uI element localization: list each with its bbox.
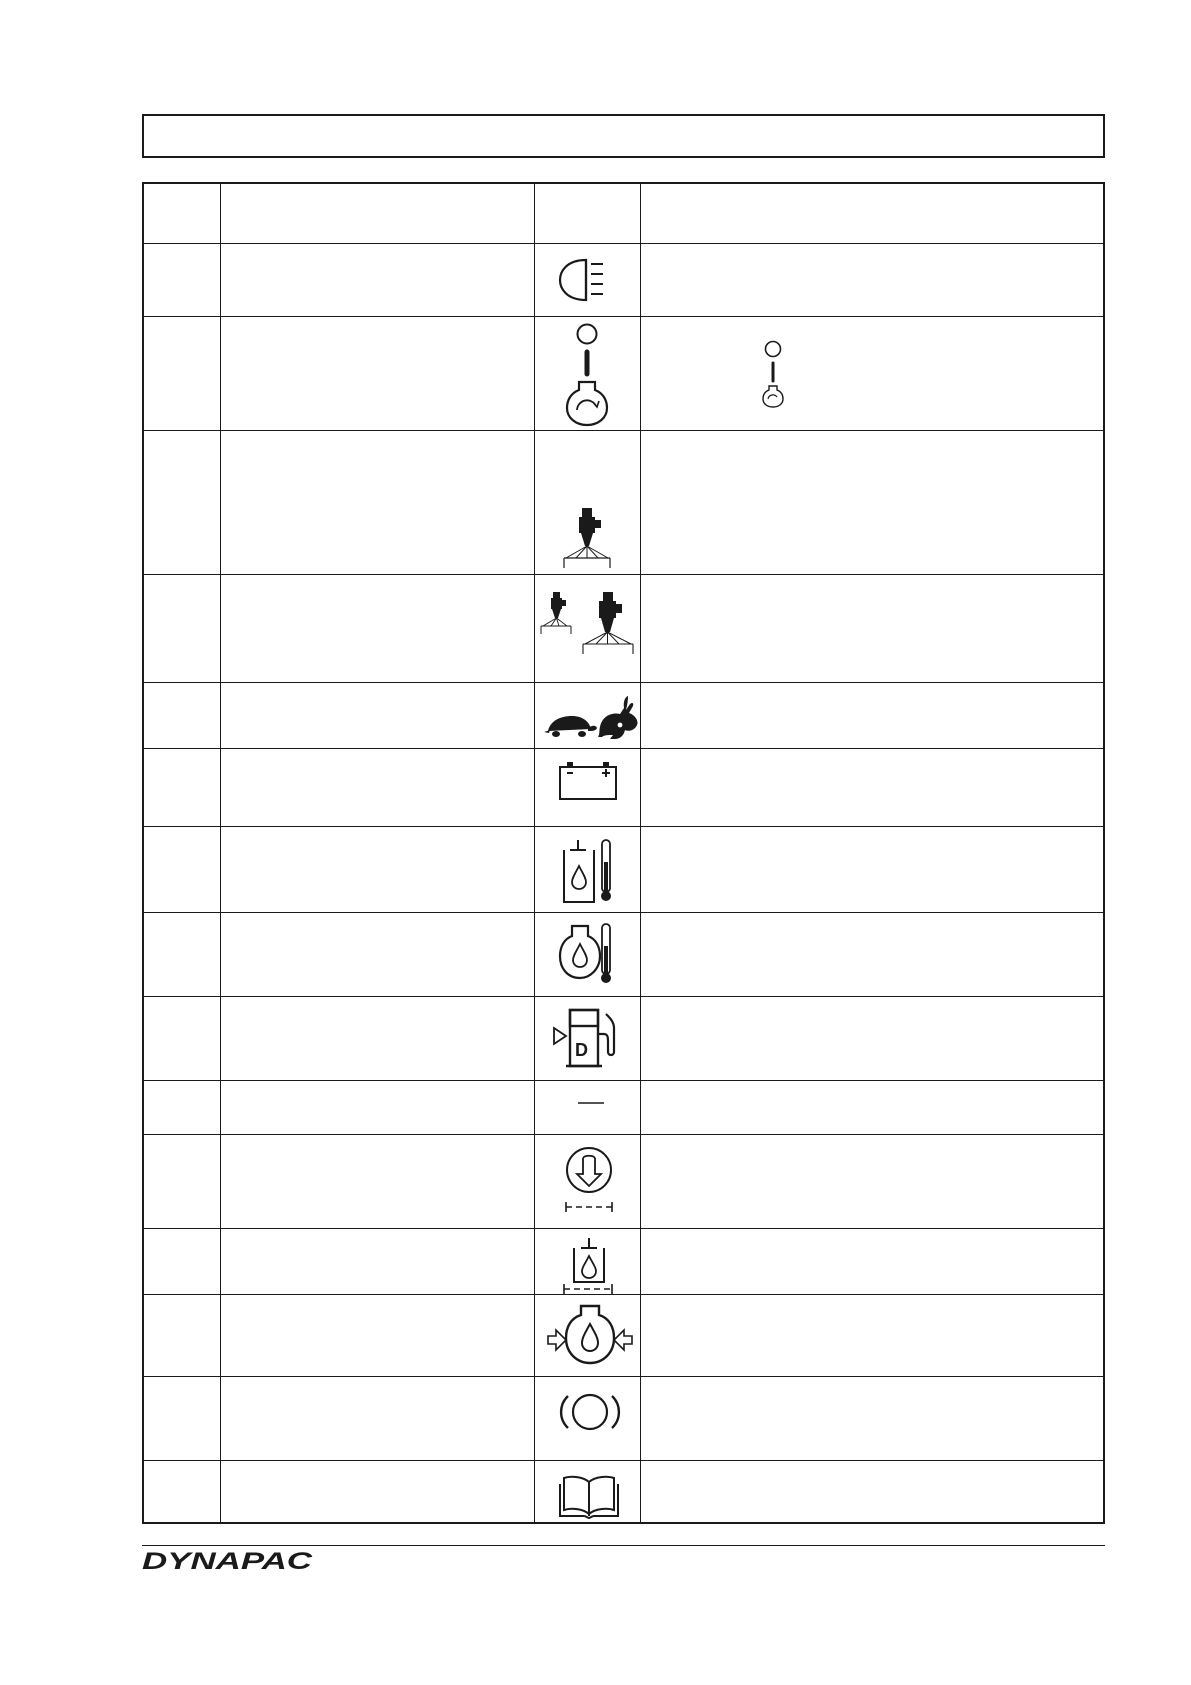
row-divider — [144, 1228, 1105, 1229]
row-divider — [144, 1134, 1105, 1135]
dynapac-logo — [142, 1548, 317, 1576]
row-divider — [144, 316, 1105, 317]
ignition-off-position-icon — [763, 339, 783, 359]
engine-oil-pressure-icon — [546, 1302, 634, 1368]
battery-charge-icon — [558, 758, 618, 802]
engine-oil-temperature-icon — [558, 922, 618, 990]
row-divider — [144, 243, 1105, 244]
row-divider — [144, 1080, 1105, 1081]
parking-brake-icon — [560, 1386, 620, 1438]
ignition-start-icon — [564, 322, 610, 428]
hydraulic-oil-temperature-icon — [560, 836, 616, 908]
row-divider — [144, 912, 1105, 913]
ignition-start-position-icon — [762, 384, 784, 408]
column-divider — [534, 184, 535, 1524]
sprinkler-icon — [562, 506, 614, 570]
row-divider — [144, 748, 1105, 749]
instruction-manual-icon — [556, 1472, 622, 1520]
row-divider — [144, 1460, 1105, 1461]
hydraulic-filter-icon — [562, 1236, 616, 1296]
sprinkler-selector-icon — [539, 590, 639, 672]
row-divider — [144, 826, 1105, 827]
tortoise-hare-speed-icon — [540, 694, 640, 744]
svg-text:DYNAPAC: DYNAPAC — [142, 1548, 313, 1574]
dash-icon — [576, 1100, 606, 1106]
ignition-on-position-icon — [770, 361, 776, 383]
page-title-box — [142, 114, 1105, 158]
svg-text:D: D — [575, 1040, 588, 1060]
row-divider — [144, 574, 1105, 575]
row-divider — [144, 996, 1105, 997]
row-divider — [144, 682, 1105, 683]
row-divider — [144, 1376, 1105, 1377]
air-filter-icon — [562, 1144, 616, 1220]
footer-rule — [142, 1545, 1105, 1546]
column-divider — [640, 184, 641, 1524]
row-divider — [144, 1294, 1105, 1295]
instrument-symbol-table — [142, 182, 1105, 1524]
fuel-level-icon — [552, 1006, 624, 1072]
row-divider — [144, 430, 1105, 431]
headlight-icon — [558, 256, 618, 304]
column-divider — [220, 184, 221, 1524]
